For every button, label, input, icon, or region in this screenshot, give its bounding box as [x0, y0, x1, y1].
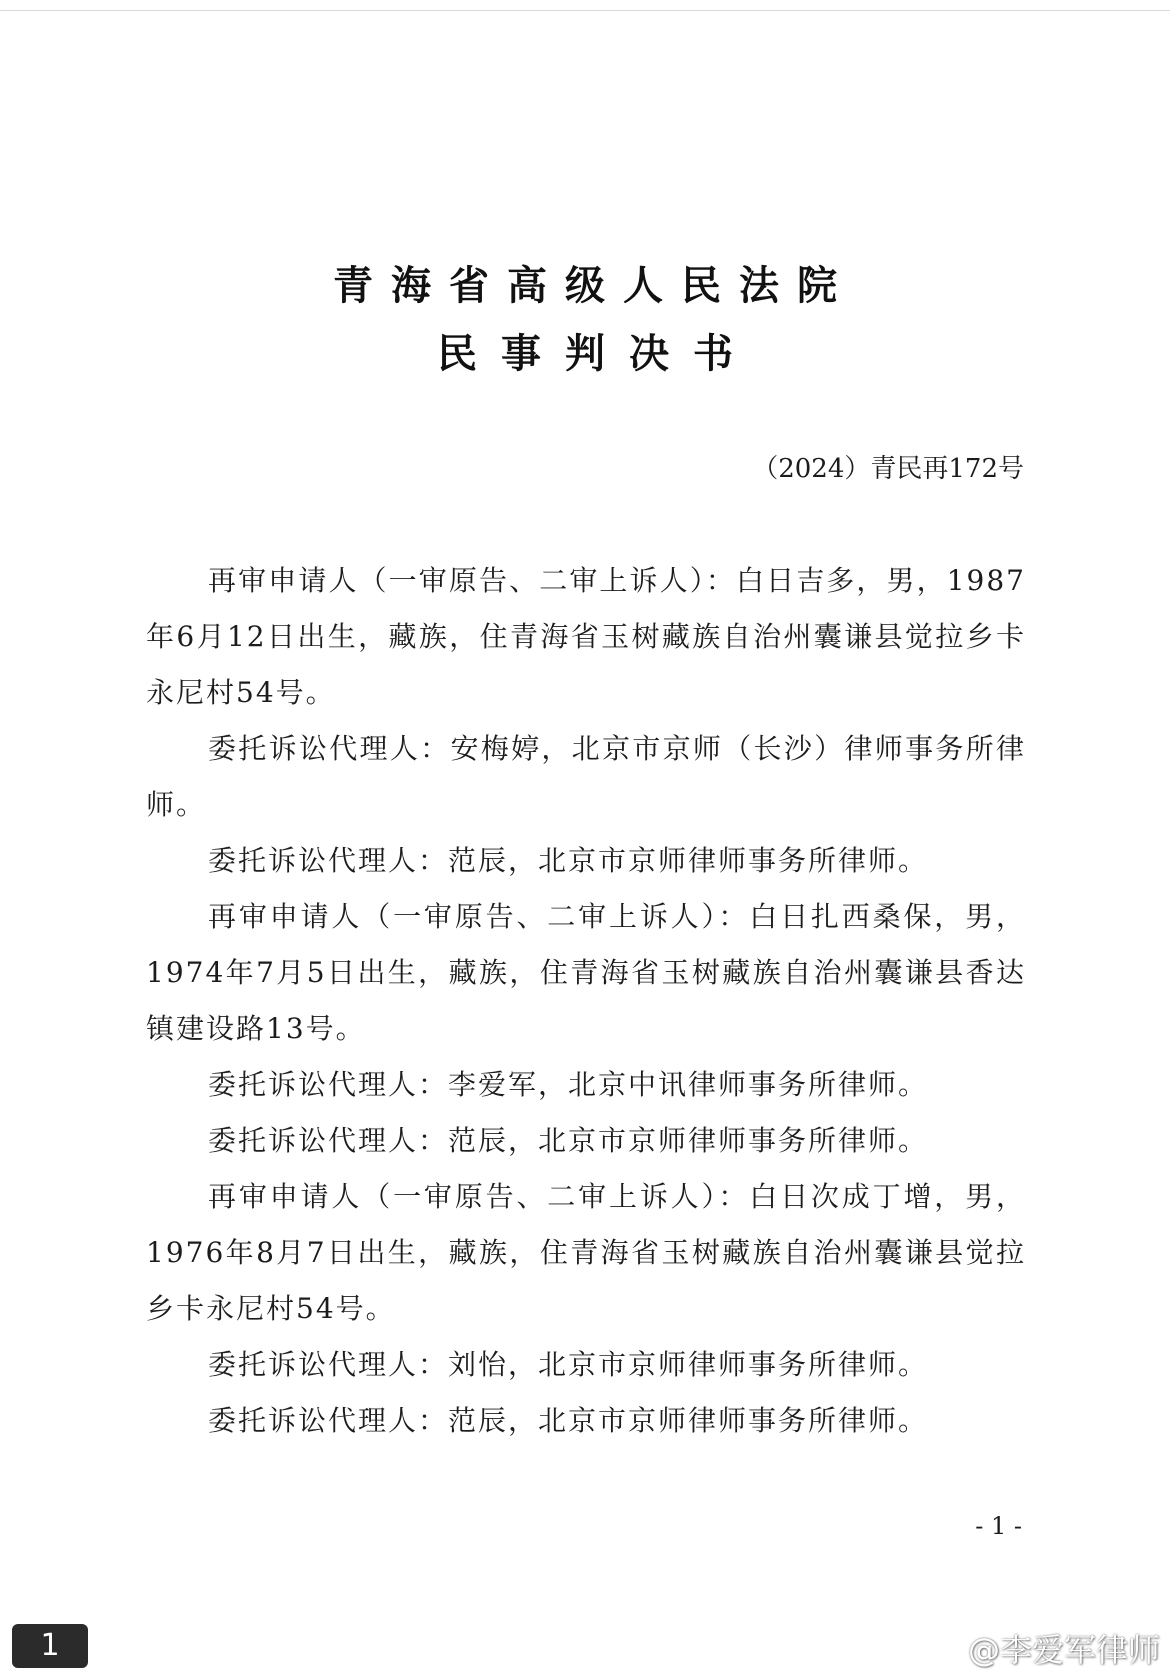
court-name: 青海省高级人民法院 [333, 263, 855, 309]
watermark-text: @李爱军律师 [967, 1631, 1160, 1669]
paragraph: 委托诉讼代理人：范辰，北京市京师律师事务所律师。 [208, 1124, 929, 1157]
paragraph: 委托诉讼代理人：安梅婷，北京市京师（长沙）律师事务所律师。 [146, 732, 1026, 821]
page-number: - 1 - [975, 1512, 1022, 1540]
top-divider [0, 10, 1170, 11]
case-number: （2024）青民再172号 [752, 454, 1024, 484]
paragraph: 委托诉讼代理人：李爱军，北京中讯律师事务所律师。 [208, 1068, 929, 1101]
party-list [146, 553, 1026, 1449]
paragraph: 委托诉讼代理人：刘怡，北京市京师律师事务所律师。 [208, 1348, 929, 1381]
paragraph: 再审申请人（一审原告、二审上诉人）：白日吉多，男，1987年6月12日出生，藏族，住青海省玉树藏族自治州囊谦县觉拉乡卡永尼村54号。 [146, 564, 1026, 709]
paragraph: 委托诉讼代理人：范辰，北京市京师律师事务所律师。 [208, 844, 929, 877]
paragraph: 委托诉讼代理人：范辰，北京市京师律师事务所律师。 [208, 1404, 929, 1437]
weibo-icon [918, 1630, 962, 1666]
paragraph: 再审申请人（一审原告、二审上诉人）：白日次成丁增，男，1976年8月7日出生，藏族，住青海省玉树藏族自治州囊谦县觉拉乡卡永尼村54号。 [146, 1180, 1026, 1325]
watermark [918, 1626, 1160, 1670]
page-badge[interactable]: 1 [12, 1624, 88, 1668]
document-type: 民事判决书 [437, 331, 757, 377]
paragraph: 再审申请人（一审原告、二审上诉人）：白日扎西桑保，男，1974年7月5日出生，藏族，住青海省玉树藏族自治州囊谦县香达镇建设路13号。 [146, 900, 1026, 1045]
